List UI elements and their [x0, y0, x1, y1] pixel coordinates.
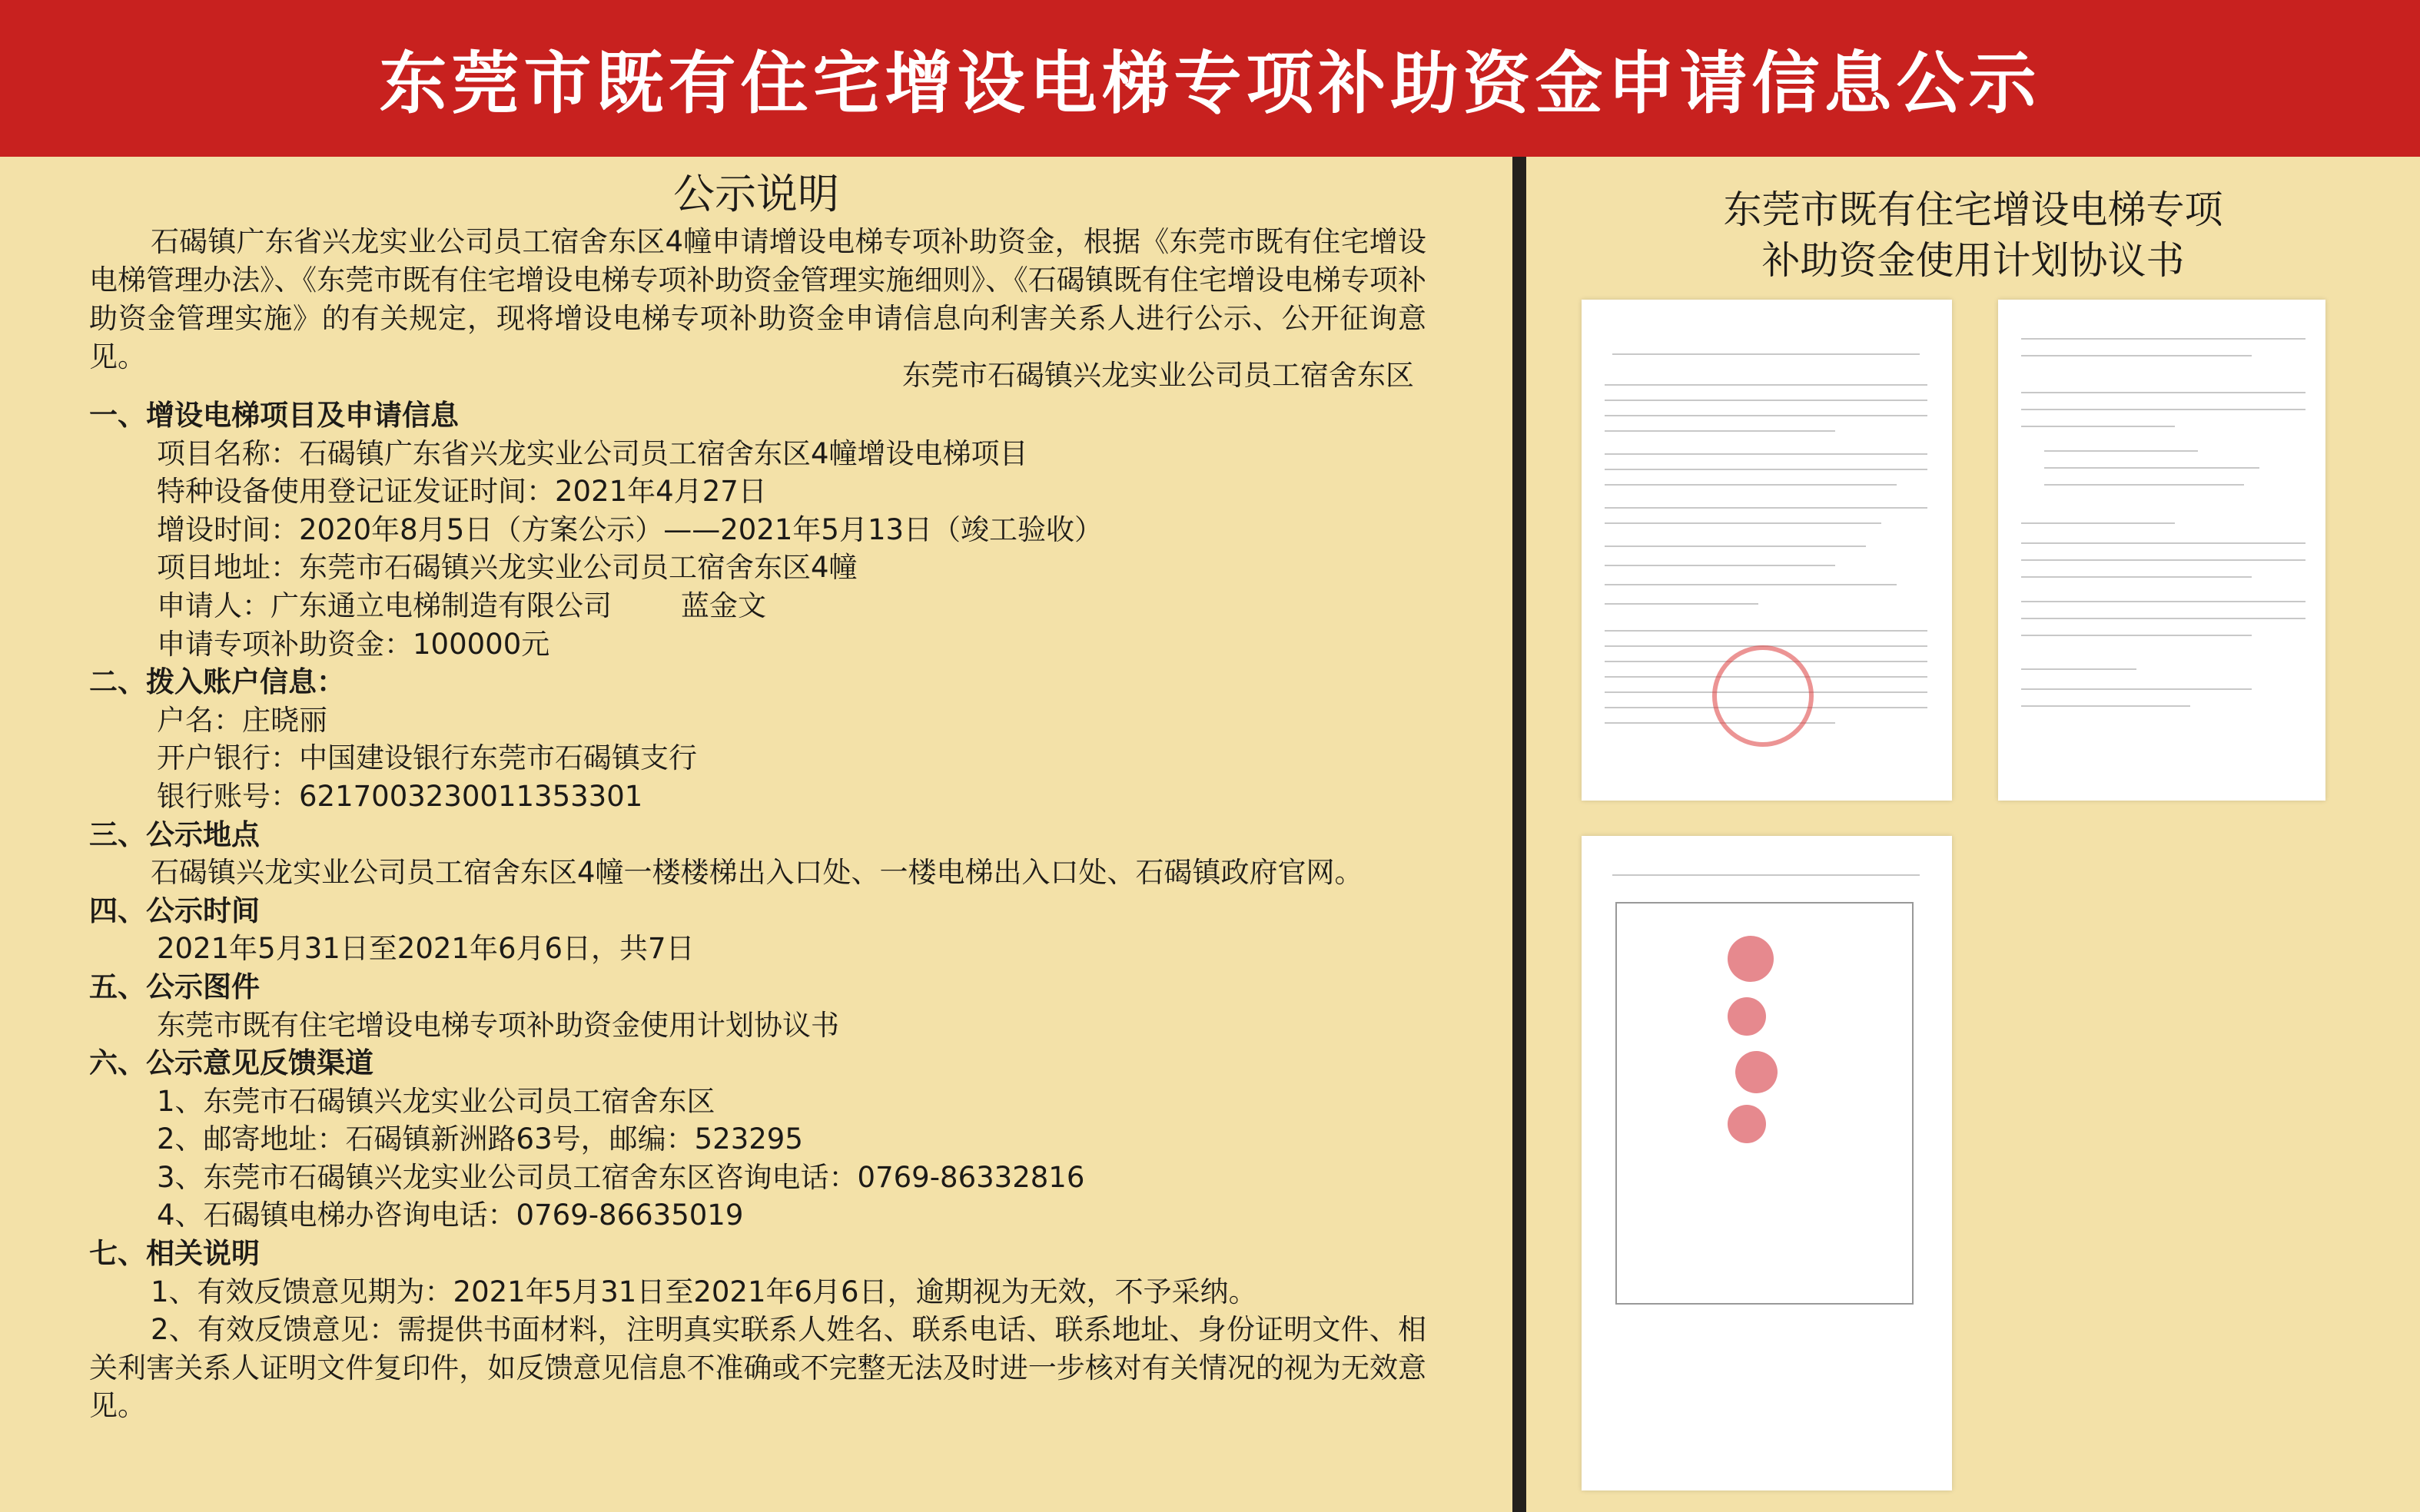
section-heading-project: 一、增设电梯项目及申请信息	[89, 399, 459, 432]
section-heading-feedback: 六、公示意见反馈渠道	[89, 1046, 373, 1080]
project-name: 项目名称：石碣镇广东省兴龙实业公司员工宿舍东区4幢增设电梯项目	[157, 436, 1028, 470]
doc-text-line	[2021, 601, 2305, 602]
doc-text-line	[1605, 565, 1835, 566]
page-title: 东莞市既有住宅增设电梯专项补助资金申请信息公示	[379, 44, 2041, 123]
doc-text-line	[2044, 467, 2259, 469]
section-heading-period: 四、公示时间	[89, 894, 260, 927]
attachment-panel	[1526, 157, 2420, 1512]
doc-text-line	[1605, 630, 1927, 632]
notice-attachment: 东莞市既有住宅增设电梯专项补助资金使用计划协议书	[157, 1008, 839, 1042]
doc-text-line	[2021, 338, 2305, 340]
doc-text-line	[1605, 584, 1897, 585]
doc-text-line	[2021, 688, 2252, 690]
doc-text-line	[1605, 415, 1927, 416]
feedback-item: 2、邮寄地址：石碣镇新洲路63号，邮编：523295	[157, 1122, 803, 1156]
doc-text-line	[1605, 469, 1927, 470]
doc-text-line	[2044, 450, 2198, 452]
doc-text-line	[1605, 603, 1758, 605]
doc-text-line	[2021, 426, 2175, 427]
doc-text-line	[2021, 576, 2252, 578]
fingerprint-mark	[1735, 1051, 1778, 1093]
account-bank: 开户银行：中国建设银行东莞市石碣镇支行	[157, 741, 697, 775]
doc-text-line	[1605, 484, 1897, 486]
doc-text-line	[2021, 618, 2305, 619]
doc-text-line	[2021, 542, 2305, 544]
fingerprint-mark	[1728, 1105, 1766, 1143]
red-seal	[1712, 645, 1814, 747]
doc-text-line	[2021, 705, 2190, 707]
agreement-title-line2: 补助资金使用计划协议书	[1761, 238, 2185, 283]
agreement-title	[1526, 184, 2420, 286]
section-heading-attachments: 五、公示图件	[89, 970, 260, 1003]
doc-text-line	[1605, 400, 1927, 401]
agreement-title-line1: 东莞市既有住宅增设电梯专项	[1723, 187, 2223, 232]
doc-text-line	[1612, 353, 1920, 355]
doc-text-line	[1605, 507, 1927, 509]
agreement-page-3	[1582, 836, 1952, 1490]
section-heading-location: 三、公示地点	[89, 817, 260, 851]
notice-intro: 石碣镇广东省兴龙实业公司员工宿舍东区4幢申请增设电梯专项补助资金，根据《东莞市既有住宅增设电梯管理办法》、《东莞市既有住宅增设电梯专项补助资金管理实施细则》、《石碣镇既有住宅增设电梯专项补助资金管理实施》的有关规定，现将增设电梯专项补助资金申请信息向利害关系人进行公示、公开征询意见。	[89, 225, 1426, 373]
doc-text-line	[2021, 668, 2136, 670]
doc-text-line	[1605, 545, 1866, 547]
install-time: 增设时间：2020年8月5日（方案公示）——2021年5月13日（竣工验收）	[157, 512, 1104, 546]
doc-text-line	[2021, 355, 2252, 356]
notice-signer: 东莞市石碣镇兴龙实业公司员工宿舍东区	[902, 359, 1414, 392]
doc-text-line	[2021, 559, 2305, 561]
header-banner	[0, 0, 2420, 157]
remark-item: 1、有效反馈意见期为：2021年5月31日至2021年6月6日，逾期视为无效，不予采纳。	[151, 1275, 1257, 1308]
agreement-page-2	[1998, 300, 2325, 801]
account-number: 银行账号：6217003230011353301	[157, 779, 643, 813]
feedback-item: 4、石碣镇电梯办咨询电话：0769-86635019	[157, 1199, 744, 1232]
cert-time: 特种设备使用登记证发证时间：2021年4月27日	[157, 475, 767, 509]
fingerprint-mark	[1728, 936, 1774, 982]
panel-divider	[1512, 157, 1526, 1512]
doc-text-line	[1605, 430, 1835, 432]
agreement-page-1	[1582, 300, 1952, 801]
doc-text-line	[2044, 484, 2244, 486]
applicant-representative: 蓝金文	[681, 589, 766, 622]
doc-text-line	[1612, 874, 1920, 876]
doc-text-line	[1605, 384, 1927, 386]
doc-text-line	[1605, 522, 1881, 524]
doc-text-line	[2021, 409, 2305, 410]
doc-text-line	[1605, 453, 1927, 455]
notice-body	[89, 396, 1426, 1425]
doc-text-line	[2021, 392, 2305, 393]
applicant-line	[89, 587, 1426, 625]
doc-text-line	[2021, 635, 2252, 636]
notice-title: 公示说明	[673, 170, 839, 218]
feedback-item: 3、东莞市石碣镇兴龙实业公司员工宿舍东区咨询电话：0769-86332816	[157, 1160, 1085, 1194]
subsidy-amount: 申请专项补助资金：100000元	[157, 627, 550, 661]
feedback-item: 1、东莞市石碣镇兴龙实业公司员工宿舍东区	[157, 1084, 715, 1118]
fingerprint-mark	[1728, 997, 1766, 1036]
section-heading-account: 二、拨入账户信息：	[89, 665, 345, 699]
section-heading-remarks: 七、相关说明	[89, 1237, 260, 1271]
notice-period: 2021年5月31日至2021年6月6日，共7日	[157, 932, 695, 966]
applicant: 申请人：广东通立电梯制造有限公司	[157, 589, 612, 622]
remark-item: 2、有效反馈意见：需提供书面材料，注明真实联系人姓名、联系电话、联系地址、身份证明文件、相关利害关系人证明文件复印件，如反馈意见信息不准确或不完整无法及时进一步核对有关情况的视为无效意见。	[89, 1313, 1426, 1423]
project-address: 项目地址：东莞市石碣镇兴龙实业公司员工宿舍东区4幢	[157, 551, 858, 585]
doc-text-line	[2021, 522, 2175, 524]
notice-panel	[0, 157, 1512, 1512]
account-name: 户名：庄晓丽	[157, 703, 327, 737]
notice-location: 石碣镇兴龙实业公司员工宿舍东区4幢一楼楼梯出入口处、一楼电梯出入口处、石碣镇政府官网。	[151, 856, 1363, 890]
